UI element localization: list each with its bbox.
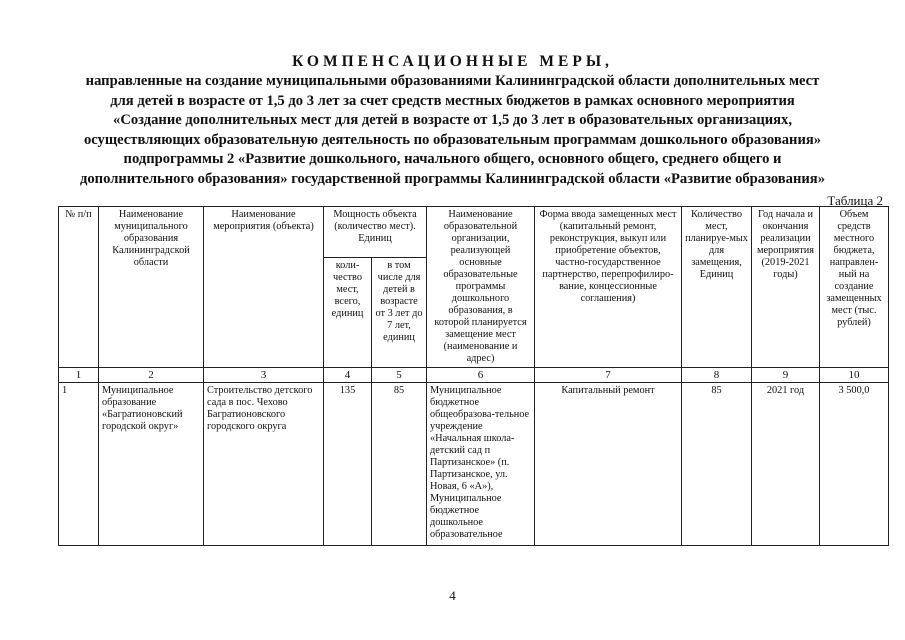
header-years: Год начала и окончания реализации мероприятия (2019-2021 годы) [752,207,820,368]
document-title: КОМПЕНСАЦИОННЫЕ МЕРЫ, [292,53,613,70]
header-capacity: Мощность объекта (количество мест). Единиц [324,207,427,258]
cell-num: 1 [59,383,99,546]
column-number: 7 [535,368,682,383]
header-capacity-total: коли-чество мест, всего, единиц [324,257,372,367]
header-capacity-children: в том числе для детей в возрасте от 3 лет до 7 лет, единиц [372,257,427,367]
cell-budget: 3 500,0 [820,383,889,546]
subtitle-line: для детей в возрасте от 1,5 до 3 лет за счет средств местных бюджетов в рамках основного мероприятия [110,92,795,109]
header-organization: Наименование образовательной организации, реализующей основные образовательные программы дошкольного образования, в которой планируется замещение мест (наименование и адрес) [427,207,535,368]
column-numbers-row [59,368,889,383]
header-form: Форма ввода замещенных мест (капитальный ремонт, реконструкция, выкуп или приобретение объектов, частно-государственное партнерство, перепрофилиро-вание, концессионные соглашения) [535,207,682,368]
column-number: 1 [59,368,99,383]
column-number: 9 [752,368,820,383]
column-number: 5 [372,368,427,383]
cell-capacity-total: 135 [324,383,372,546]
subtitle-line: «Создание дополнительных мест для детей в возрасте от 1,5 до 3 лет в образовательных организациях, [113,112,792,128]
column-number: 8 [682,368,752,383]
header-places: Количество мест, планируе-мых для замещения, Единиц [682,207,752,368]
column-number: 10 [820,368,889,383]
column-number: 3 [204,368,324,383]
cell-places: 85 [682,383,752,546]
header-row [59,207,889,258]
subtitle-line: подпрограммы 2 «Развитие дошкольного, начального общего, основного общего, среднего общего и [123,151,782,167]
subtitle-line: дополнительного образования» государственной программы Калининградской области «Развитие образования» [80,170,825,187]
column-number: 6 [427,368,535,383]
header-municipality: Наименование муниципального образования Калининградской области [99,207,204,368]
cell-event: Строительство детского сада в пос. Чехово Багратионовского городского округа [204,383,324,546]
table-label: Таблица 2 [827,193,883,208]
document-heading [40,52,865,189]
header-budget: Объем средств местного бюджета, направлен-ный на создание замещенных мест (тыс. рублей) [820,207,889,368]
column-number: 2 [99,368,204,383]
cell-capacity-children: 85 [372,383,427,546]
compensation-measures-table [58,206,889,546]
table-row [59,383,889,546]
cell-organization: Муниципальное бюджетное общеобразова-тельное учреждение «Начальная школа-детский сад п Партизанское» (п. Партизанское, ул. Новая, 6 «А»), Муниципальное бюджетное дошкольное образовательное [427,383,535,546]
cell-municipality: Муниципальное образование «Багратионовский городской округ» [99,383,204,546]
header-num: № п/п [59,207,99,368]
subtitle-line: направленные на создание муниципальными образованиями Калининградской области дополнительных мест [85,73,820,89]
cell-years: 2021 год [752,383,820,546]
column-number: 4 [324,368,372,383]
cell-form: Капитальный ремонт [535,383,682,546]
page-number: 4 [449,588,456,603]
header-event: Наименование мероприятия (объекта) [204,207,324,368]
subtitle-line: осуществляющих образовательную деятельность по образовательным программам дошкольного образования» [83,131,822,148]
